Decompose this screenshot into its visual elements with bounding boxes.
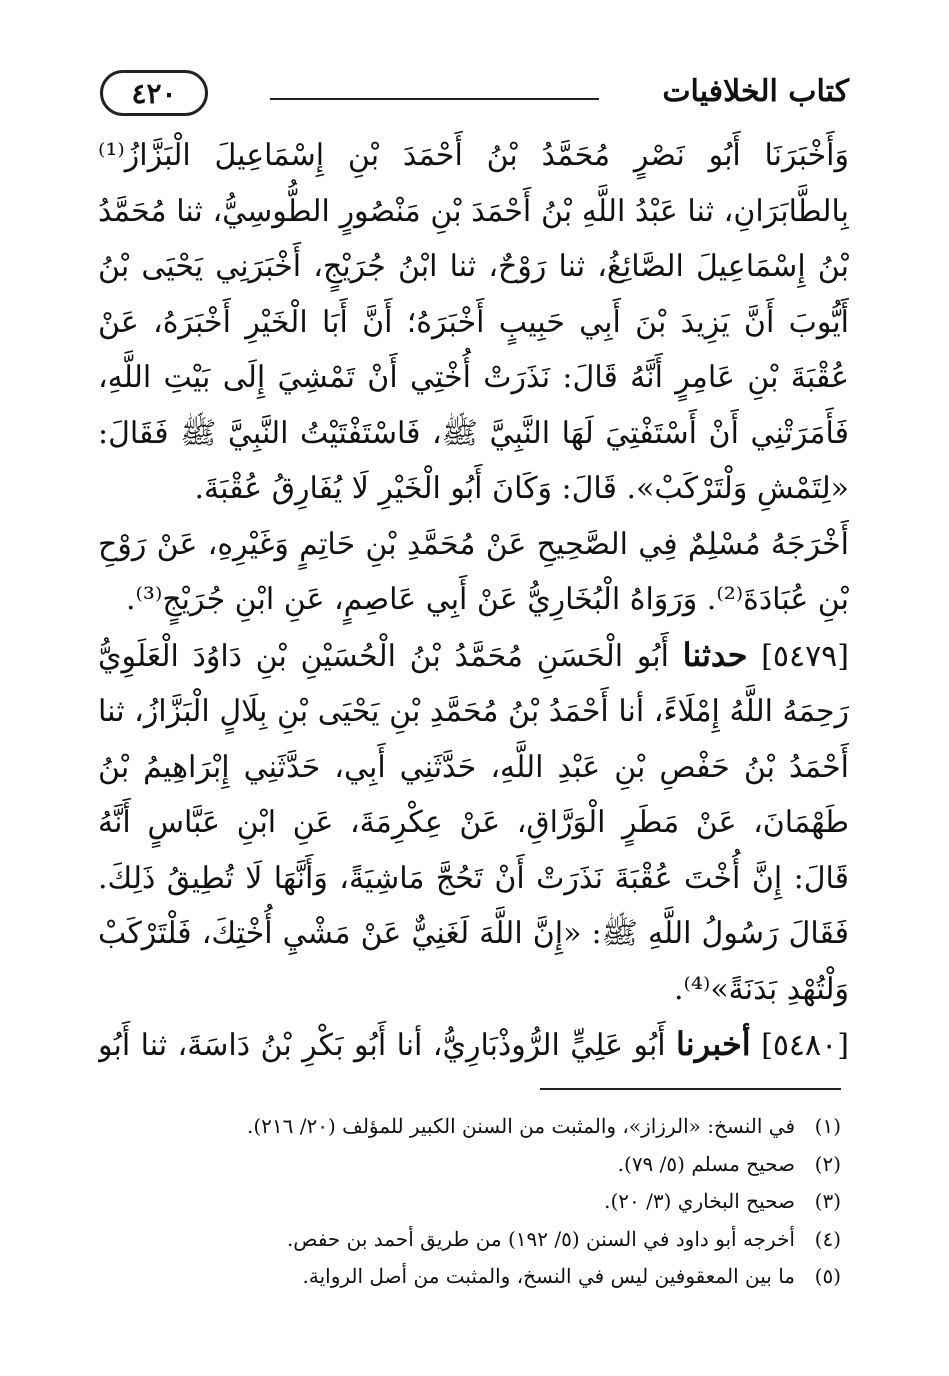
hadith-number: [٥٤٨٠]: [761, 1028, 849, 1063]
footnote: [100, 1108, 841, 1146]
book-title: كتاب الخلافيات: [662, 74, 849, 109]
page-number: ٤٢٠: [131, 76, 177, 110]
footnote-number: (٥): [814, 1264, 841, 1288]
paragraph-1: [98, 128, 849, 517]
footnote-text: ما بين المعقوفين ليس في النسخ، والمثبت من أصل الرواية.: [302, 1264, 795, 1288]
footnote-number: (٣): [814, 1189, 841, 1213]
paragraph-2-text: أَخْرَجَهُ مُسْلِمٌ فِي الصَّحِيحِ عَنْ مُحَمَّدِ بْنِ حَاتِمٍ وَغَيْرِهِ، عَنْ رَوْحِ بْنِ عُبَادَةَ⁽²⁾. وَرَوَاهُ الْبُخَارِيُّ عَنْ أَبِي عَاصِمٍ، عَنِ ابْنِ جُرَيْجٍ⁽³⁾.: [98, 526, 849, 617]
footnote-text: صحيح مسلم (٥/ ٧٩).: [617, 1151, 795, 1176]
footnote-text: أخرجه أبو داود في السنن (٥/ ١٩٢) من طريق أحمد بن حفص.: [286, 1226, 795, 1251]
footnote: [100, 1183, 841, 1221]
footnotes: [100, 1108, 841, 1296]
hadith-5480: [98, 1017, 849, 1068]
footnote-number: (٢): [814, 1151, 841, 1176]
paragraph-1-text: وَأَخْبَرَنَا أَبُو نَصْرٍ مُحَمَّدُ بْنُ أَحْمَدَ بْنِ إِسْمَاعِيلَ الْبَزَّازُ⁽¹⁾ بِالطَّابَرَانِ، ثنا عَبْدُ اللَّهِ بْنُ أَحْمَدَ بْنِ مَنْصُورٍ الطُّوسِيُّ، ثنا مُحَمَّدُ بْنُ إِسْمَاعِيلَ الصَّائِغُ، ثنا رَوْحٌ، ثنا ابْنُ جُرَيْجٍ، أَخْبَرَنِي يَحْيَى بْنُ أَيُّوبَ أَنَّ يَزِيدَ بْنَ أَبِي حَبِيبٍ أَخْبَرَهُ؛ أَنَّ أَبَا الْخَيْرِ أَخْبَرَهُ، عَنْ عُقْبَةَ بْنِ عَامِرٍ أَنَّهُ قَالَ: نَذَرَتْ أُخْتِي أَنْ تَمْشِيَ إِلَى بَيْتِ اللَّهِ، فَأَمَرَتْنِي أَنْ أَسْتَفْتِيَ لَهَا النَّبِيَّ ﷺ، فَاسْتَفْتَيْتُ النَّبِيَّ ﷺ فَقَالَ: «لِتَمْشِ وَلْتَرْكَبْ». قَالَ: وَكَانَ أَبُو الْخَيْرِ لَا يُفَارِقُ عُقْبَةَ.: [98, 138, 849, 506]
footnote: [100, 1221, 841, 1259]
page-number-badge: [100, 70, 208, 116]
hadith-text: أَبُو الْحَسَنِ مُحَمَّدُ بْنُ الْحُسَيْنِ بْنِ دَاوُدَ الْعَلَوِيُّ رَحِمَهُ اللَّهُ إِمْلَاءً، أنا أَحْمَدُ بْنُ مُحَمَّدِ بْنِ يَحْيَى بْنِ بِلَالٍ الْبَزَّازُ، ثنا أَحْمَدُ بْنُ حَفْصِ بْنِ عَبْدِ اللَّهِ، حَدَّثَنِي أَبِي، حَدَّثَنِي إِبْرَاهِيمُ بْنُ طَهْمَانَ، عَنْ مَطَرٍ الْوَرَّاقِ، عَنْ عِكْرِمَةَ، عَنِ ابْنِ عَبَّاسٍ أَنَّهُ قَالَ: إِنَّ أُخْتَ عُقْبَةَ نَذَرَتْ أَنْ تَحُجَّ مَاشِيَةً، وَأَنَّهَا لَا تُطِيقُ ذَلِكَ. فَقَالَ رَسُولُ اللَّهِ ﷺ: «إِنَّ اللَّهَ لَغَنِيٌّ عَنْ مَشْيِ أُخْتِكَ، فَلْتَرْكَبْ وَلْتُهْدِ بَدَنَةً»⁽⁴⁾.: [98, 638, 849, 1007]
footnote-number: (٤): [814, 1226, 841, 1251]
main-text: [98, 128, 849, 1068]
transmission-mark: حدثنا: [682, 635, 748, 674]
footnote: [100, 1258, 841, 1296]
hadith-text: أَبُو عَلِيٍّ الرُّوذْبَارِيُّ، أنا أَبُو بَكْرِ بْنُ دَاسَةَ، ثنا أَبُو: [98, 1028, 666, 1063]
footnote-text: صحيح البخاري (٣/ ٢٠).: [604, 1189, 795, 1213]
footnote: [100, 1146, 841, 1184]
footnote-divider: [540, 1088, 841, 1090]
hadith-number: [٥٤٧٩]: [761, 638, 849, 674]
paragraph-2: [98, 517, 849, 628]
hadith-5479: [98, 628, 849, 1018]
header-rule: [270, 98, 599, 100]
footnote-number: (١): [814, 1114, 841, 1138]
page-header: [100, 68, 849, 120]
footnote-text: في النسخ: «الرزاز»، والمثبت من السنن الكبير للمؤلف (٢٠/ ٢١٦).: [246, 1114, 795, 1138]
transmission-mark: أخبرنا: [676, 1025, 751, 1063]
